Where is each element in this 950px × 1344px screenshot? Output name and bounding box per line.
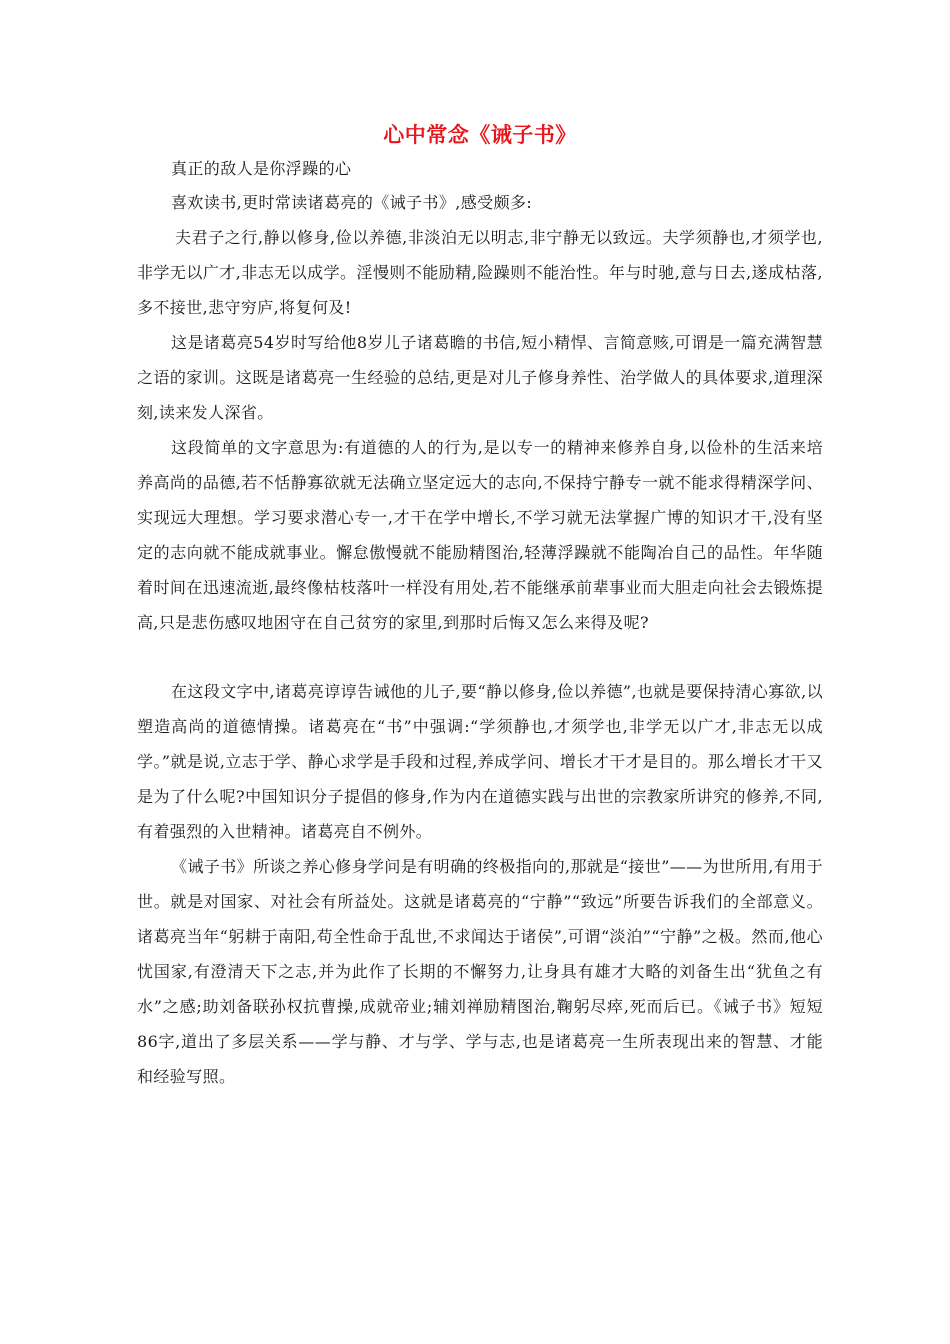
document-page	[137, 120, 823, 1094]
paragraph-2: 这段简单的文字意思为:有道德的人的行为,是以专一的精神来修养自身,以俭朴的生活来培养高尚的品德,若不恬静寡欲就无法确立坚定远大的志向,不保持宁静专一就不能求得精深学问、实现远大理想。学习要求潜心专一,才干在学中增长,不学习就无法掌握广博的知识才干,没有坚定的志向就不能成就事业。懈怠傲慢就不能励精图治,轻薄浮躁就不能陶冶自己的品性。年华随着时间在迅速流逝,最终像枯枝落叶一样没有用处,若不能继承前辈事业而大胆走向社会去锻炼提高,只是悲伤感叹地困守在自己贫穷的家里,到那时后悔又怎么来得及呢?	[137, 438, 823, 632]
paragraph-4: 《诫子书》所谈之养心修身学问是有明确的终极指向的,那就是“接世”——为世所用,有用于世。就是对国家、对社会有所益处。这就是诸葛亮的“宁静”“致远”所要告诉我们的全部意义。诸葛亮当年“躬耕于南阳,苟全性命于乱世,不求闻达于诸侯”,可谓“淡泊”“宁静”之极。然而,他心忧国家,有澄清天下之志,并为此作了长期的不懈努力,让身具有雄才大略的刘备生出“犹鱼之有水”之感;助刘备联孙权抗曹操,成就帝业;辅刘禅励精图治,鞠躬尽瘁,死而后已。《诫子书》短短86字,道出了多层关系——学与静、才与学、学与志,也是诸葛亮一生所表现出来的智慧、才能和经验写照。	[137, 857, 823, 1086]
paragraph-gap	[137, 640, 823, 674]
article-title: 心中常念《诫子书》	[383, 122, 577, 147]
intro-line: 喜欢读书,更时常读诸葛亮的《诫子书》,感受颇多:	[171, 193, 533, 212]
paragraph-1: 这是诸葛亮54岁时写给他8岁儿子诸葛瞻的书信,短小精悍、言简意赅,可谓是一篇充满智慧之语的家训。这既是诸葛亮一生经验的总结,更是对儿子修身养性、治学做人的具体要求,道理深刻,读来发人深省。	[137, 333, 823, 422]
paragraph-3: 在这段文字中,诸葛亮谆谆告诫他的儿子,要“静以修身,俭以养德”,也就是要保持清心寡欲,以塑造高尚的道德情操。诸葛亮在“书”中强调:“学须静也,才须学也,非学无以广才,非志无以成学。”就是说,立志于学、静心求学是手段和过程,养成学问、增长才干才是目的。那么增长才干又是为了什么呢?中国知识分子提倡的修身,作为内在道德实践与出世的宗教家所讲究的修养,不同,有着强烈的入世精神。诸葛亮自不例外。	[137, 682, 823, 841]
article-subtitle: 真正的敌人是你浮躁的心	[171, 159, 352, 178]
quote-paragraph: 夫君子之行,静以修身,俭以养德,非淡泊无以明志,非宁静无以致远。夫学须静也,才须学也,非学无以广才,非志无以成学。淫慢则不能励精,险躁则不能治性。年与时驰,意与日去,遂成枯落,多不接世,悲守穷庐,将复何及!	[137, 228, 823, 317]
